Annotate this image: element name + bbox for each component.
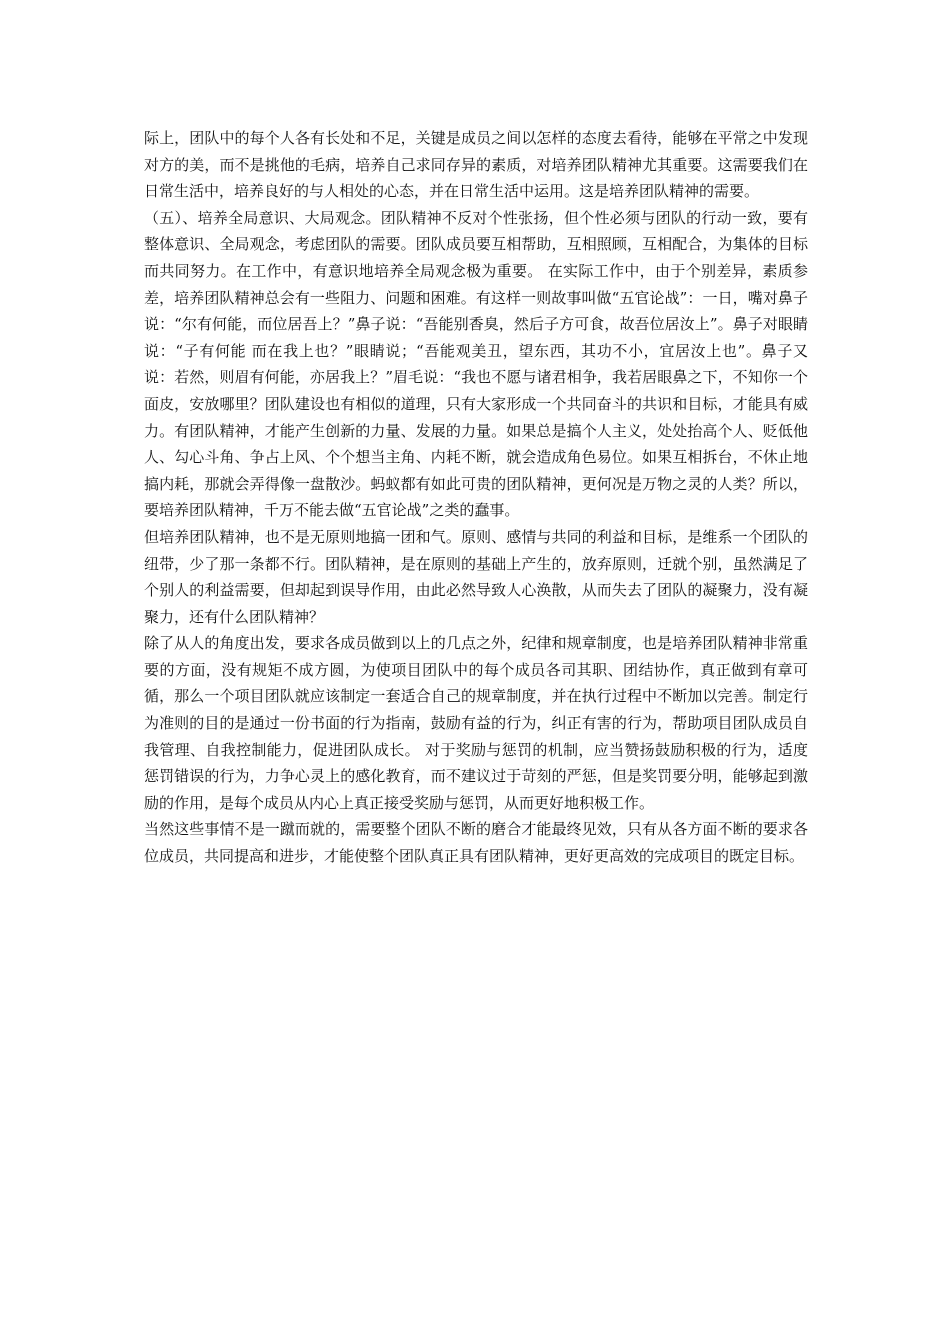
paragraph-section-five: （五）、培养全局意识、大局观念。团队精神不反对个性张扬，但个性必须与团队的行动一致，要有整体意识、全局观念，考虑团队的需要。团队成员要互相帮助，互相照顾，互相配合，为集体的目标而共同努力。在工作中，有意识地培养全局观念极为重要。 在实际工作中，由于个别差异，素质参差，培养团队精神总会有一些阻力、问题和困难。有这样一则故事叫做“五官论战”：一日，嘴对鼻子说：“尔有何能，而位居吾上？”鼻子说：“吾能别香臭，然后子方可食，故吾位居汝上”。鼻子对眼睛说：“子有何能 而在我上也？”眼睛说；“吾能观美丑，望东西，其功不小，宜居汝上也”。鼻子又说：若然，则眉有何能，亦居我上？”眉毛说：“我也不愿与诸君相争，我若居眼鼻之下，不知你一个面皮，安放哪里？团队建设也有相似的道理，只有大家形成一个共同奋斗的共识和目标，才能具有威力。有团队精神，才能产生创新的力量、发展的力量。如果总是搞个人主义，处处抬高个人、贬低他人、勾心斗角、争占上风、个个想当主角、内耗不断，就会造成角色易位。如果互相拆台，不休止地搞内耗，那就会弄得像一盘散沙。蚂蚁都有如此可贵的团队精神，更何况是万物之灵的人类？所以，要培养团队精神，千万不能去做“五官论战”之类的蠢事。: [144, 208, 808, 520]
paragraph-continuation: 际上，团队中的每个人各有长处和不足，关键是成员之间以怎样的态度去看待，能够在平常之中发现对方的美，而不是挑他的毛病，培养自己求同存异的素质，对培养团队精神尤其重要。这需要我们在日常生活中，培养良好的与人相处的心态，并在日常生活中运用。这是培养团队精神的需要。: [144, 129, 808, 201]
document-body: [144, 125, 808, 870]
paragraph-conclusion: 当然这些事情不是一蹴而就的，需要整个团队不断的磨合才能最终见效，只有从各方面不断的要求各位成员，共同提高和进步，才能使整个团队真正具有团队精神，更好更高效的完成项目的既定目标。: [144, 820, 808, 866]
paragraph-principles: 但培养团队精神，也不是无原则地搞一团和气。原则、感情与共同的利益和目标，是维系一个团队的纽带，少了那一条都不行。团队精神，是在原则的基础上产生的，放弃原则，迁就个别，虽然满足了个别人的利益需要，但却起到误导作用，由此必然导致人心涣散，从而失去了团队的凝聚力，没有凝聚力，还有什么团队精神？: [144, 527, 808, 626]
paragraph-rules: 除了从人的角度出发，要求各成员做到以上的几点之外，纪律和规章制度，也是培养团队精神非常重要的方面，没有规矩不成方圆，为使项目团队中的每个成员各司其职、团结协作，真正做到有章可循，那么一个项目团队就应该制定一套适合自己的规章制度，并在执行过程中不断加以完善。制定行为准则的目的是通过一份书面的行为指南，鼓励有益的行为，纠正有害的行为，帮助项目团队成员自我管理、自我控制能力，促进团队成长。 对于奖励与惩罚的机制，应当赞扬鼓励积极的行为，适度惩罚错误的行为，力争心灵上的感化教育，而不建议过于苛刻的严惩，但是奖罚要分明，能够起到激励的作用，是每个成员从内心上真正接受奖励与惩罚，从而更好地积极工作。: [144, 634, 808, 812]
